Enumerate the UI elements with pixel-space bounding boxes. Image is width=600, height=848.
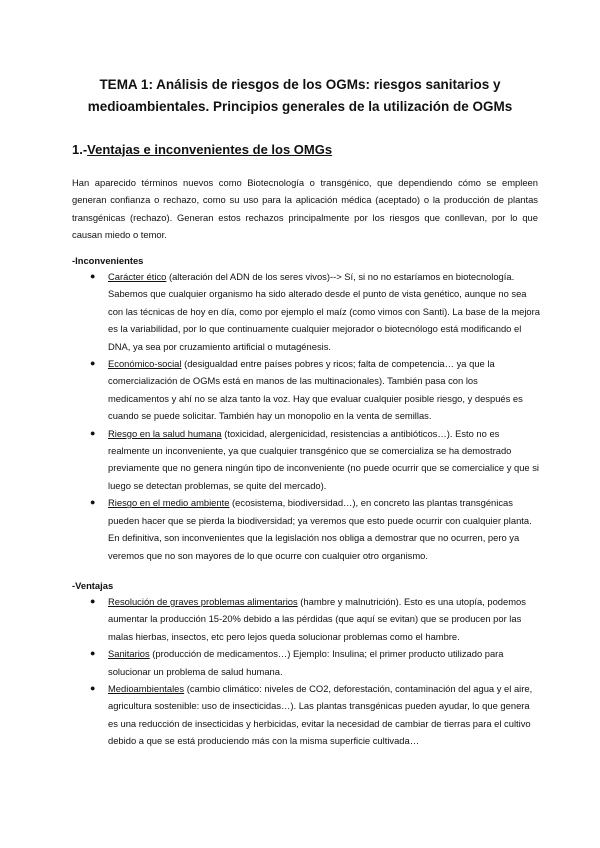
bullet-icon: ●	[90, 648, 96, 659]
list-item	[90, 355, 540, 425]
list-item	[90, 645, 540, 680]
list-item	[90, 680, 540, 750]
inconvenientes-label: -Inconvenientes	[72, 255, 144, 266]
item-term: Medioambientales	[108, 683, 185, 695]
inconvenientes-list	[90, 268, 540, 564]
item-term: Sanitarios	[108, 648, 150, 660]
bullet-icon: ●	[90, 271, 96, 281]
item-text: (alteración del ADN de los seres vivos)--> Sí, si no no estaríamos en biotecnología. Sabemos que cualquier organismo ha sido alterado desde el punto de vista genético, aunque no sea con las técnicas de hoy en día, como por ejemplo el maíz (como vimos con Santi). La base de la mejora es la variabilidad, por lo que continuamente cualquier mejorador o biotecnólogo está modificando el DNA, ya sea por cruzamiento artificial o mutagénesis.	[108, 271, 540, 352]
ventajas-list	[90, 593, 540, 750]
list-item	[90, 268, 540, 355]
section-heading	[72, 140, 332, 160]
item-note: En definitiva, son inconvenientes que la legislación nos obliga a demostrar que no ocurren, pero ya veremos que no son mayores de lo que ocurre con cualquier otro organismo.	[108, 532, 520, 561]
item-term: Riesgo en la salud humana	[108, 427, 222, 439]
item-term: Riesgo en el medio ambiente	[108, 497, 230, 509]
bullet-icon: ●	[90, 497, 96, 508]
item-text: (desigualdad entre países pobres y ricos; falta de competencia… ya que la comercialización de OGMs está en manos de las multinacionales). También pasa con los medicamentos y ahí no se alza tanto la voz. Hay que evaluar cualquier posible riesgo, y después es cuando se puede solicitar. También hay un monopolio en la venta de semillas.	[108, 358, 523, 422]
item-text: (toxicidad, alergenicidad, resistencias a antibióticos…). Esto no es realmente un inconveniente, ya que cualquier transgénico que se comercializa se ha demostrado previamente que no genera ningún tipo de inconveniente (no puede ocurrir que se comercialice y que si luego se detectan problemas, se quite del mercado).	[108, 427, 540, 491]
item-term: Resolución de graves problemas alimentarios	[108, 596, 298, 607]
list-item	[90, 425, 540, 495]
bullet-icon: ●	[90, 358, 96, 369]
section-number: 1.-	[72, 142, 88, 157]
bullet-icon: ●	[90, 683, 96, 694]
item-text: (hambre y malnutrición). Esto es una utopía, podemos aumentar la producción 15-20% debido a las pérdidas (que aquí se evitan) que se producen por las malas hierbas, insectos, etc pero lejos queda solucionar problemas como el hambre.	[108, 596, 526, 642]
item-term: Económico-social	[108, 358, 182, 370]
bullet-icon: ●	[90, 596, 96, 606]
item-text: (ecosistema, biodiversidad…), en concreto las plantas transgénicas pueden hacer que se pierda la biodiversidad; ya veremos que esto puede ocurrir con cualquier planta.	[108, 497, 532, 526]
item-term: Carácter ético	[108, 271, 167, 282]
page-title: TEMA 1: Análisis de riesgos de los OGMs: riesgos sanitarios y medioambientales. Principios generales de la utilización de OGMs	[87, 77, 513, 114]
section-heading-text: Ventajas e inconvenientes de los OMGs	[87, 142, 333, 157]
bullet-icon: ●	[90, 427, 96, 438]
list-item	[90, 593, 540, 645]
item-text: (cambio climático: niveles de CO2, deforestación, contaminación del agua y el aire, agricultura sostenible: uso de insecticidas…). Las plantas transgénicas pueden ayudar, lo que genera es una reducción de insecticidas y herbicidas, evitar la necesidad de cambiar de tierras para el cultivo debido a que se está produciendo más con la misma superficie cultivada…	[108, 683, 533, 747]
item-text: (producción de medicamentos…) Ejemplo: Insulina; el primer producto utilizado para solucionar un problema de salud humana.	[108, 648, 504, 677]
ventajas-label: -Ventajas	[72, 580, 114, 591]
intro-paragraph: Han aparecido términos nuevos como Biotecnología o transgénico, que dependiendo cómo se empleen generan confianza o rechazo, como su uso para la aplicación médica (aceptado) o la producción de plantas transgénicas (rechazo). Generan estos rechazos principalmente por los riesgos que conllevan, por lo que causan miedo o temor.	[72, 177, 538, 241]
list-item	[90, 494, 540, 564]
